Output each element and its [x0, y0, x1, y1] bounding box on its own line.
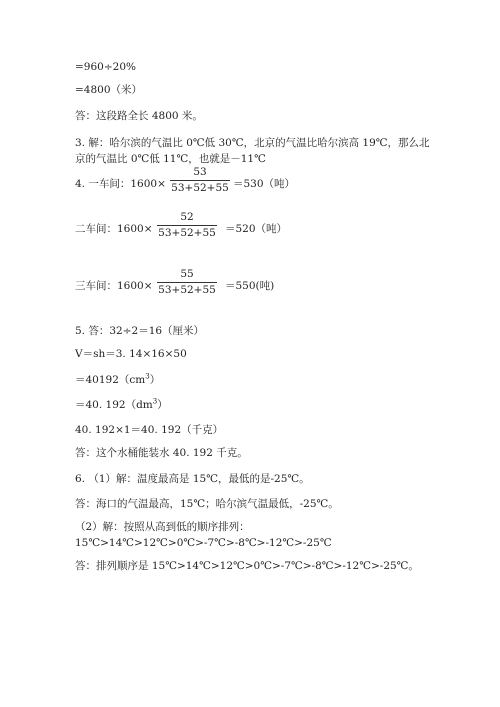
- calc-result: ＝530（吨）: [233, 178, 296, 190]
- equation-text: ）: [149, 374, 161, 386]
- problem-3-solution: 3. 解：哈尔滨的气温比 0℃低 30℃，北京的气温比哈尔滨高 19℃，那么北京的气温比 0℃低 11℃，也就是－11℃: [75, 137, 430, 165]
- workshop-2-calculation: [75, 211, 435, 245]
- calc-prefix: 4. 一车间：1600×: [75, 178, 166, 190]
- workshop-3-calculation: [75, 268, 435, 302]
- fraction-numerator: 52: [180, 211, 194, 223]
- problem-6-part-1: 6. （1）解：温度最高是 15℃，最低的是-25℃。: [75, 473, 310, 485]
- equation-line: [75, 398, 168, 412]
- answer-line: 答：排列顺序是 15℃>14℃>12℃>0℃>-7℃>-8℃>-12℃>-25℃。: [75, 560, 419, 572]
- fraction-denominator: 53+52+55: [158, 227, 216, 239]
- answer-line: 答：海口的气温最高，15℃；哈尔滨气温最低，-25℃。: [75, 498, 339, 510]
- workshop-1-calculation: [75, 166, 435, 200]
- calc-result: ＝520（吨）: [225, 223, 288, 235]
- exponent: 3: [145, 372, 150, 381]
- exponent: 3: [152, 397, 158, 406]
- fraction-denominator: 53+52+55: [171, 182, 229, 194]
- fraction-bar: [157, 225, 217, 226]
- answer-line: 5. 答：32÷2＝16（厘米）: [75, 325, 205, 337]
- fraction: [157, 268, 217, 297]
- answer-line: 答：这个水桶能装水 40. 192 千克。: [75, 447, 248, 459]
- equation-text: ）: [157, 399, 168, 411]
- fraction-numerator: 55: [180, 268, 194, 280]
- calc-prefix: 二车间：1600×: [75, 223, 153, 235]
- fraction: [170, 166, 230, 195]
- calc-prefix: 三车间：1600×: [75, 280, 153, 292]
- equation-line: =960÷20%: [75, 61, 136, 73]
- equation-text: ＝40. 192（dm: [75, 399, 153, 411]
- calc-result: ＝550(吨): [225, 280, 275, 292]
- equation-line: =4800（米）: [75, 84, 143, 96]
- problem-6-part-2: （2）解：按照从高到低的顺序排列：15℃>14℃>12℃>0℃>-7℃>-8℃>-12℃>-25℃: [75, 521, 332, 549]
- fraction-bar: [157, 282, 217, 283]
- fraction: [157, 211, 217, 240]
- equation-line: V＝sh＝3. 14×16×50: [75, 348, 187, 360]
- equation-line: 40. 192×1＝40. 192（千克）: [75, 424, 224, 436]
- fraction-numerator: 53: [193, 166, 207, 178]
- equation-text: ＝40192（cm: [75, 374, 146, 386]
- answer-line: 答：这段路全长 4800 米。: [75, 110, 203, 122]
- fraction-denominator: 53+52+55: [158, 284, 216, 296]
- fraction-bar: [170, 180, 230, 181]
- equation-line: [75, 373, 160, 387]
